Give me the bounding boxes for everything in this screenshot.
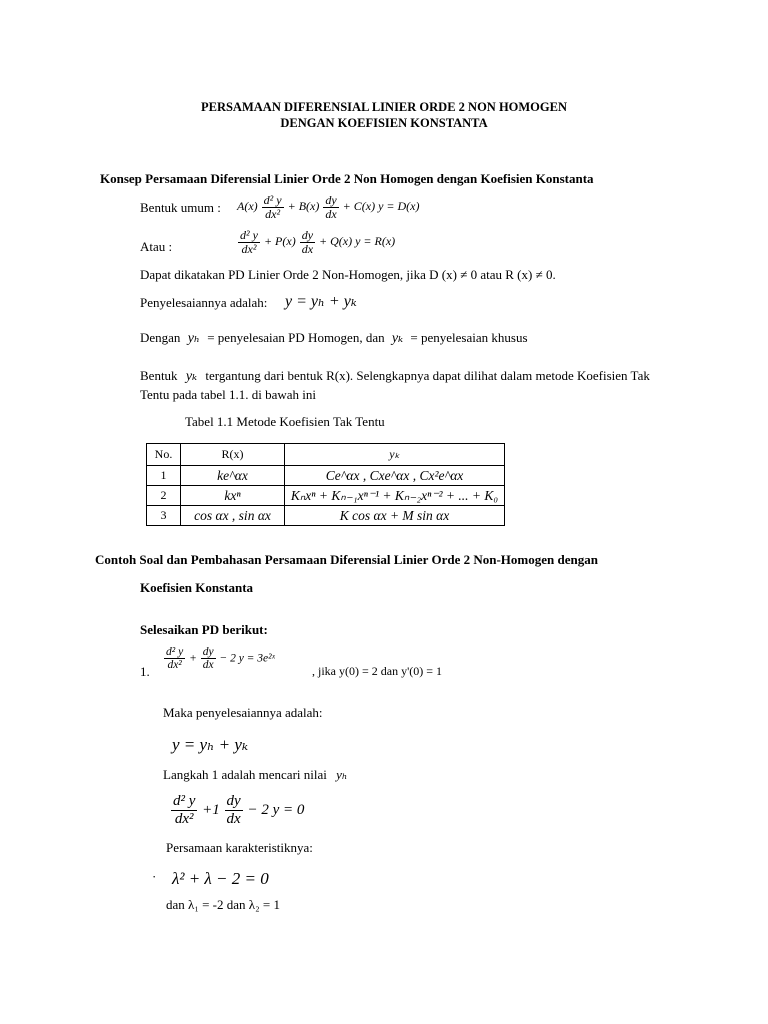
selesaikan-heading: Selesaikan PD berikut:	[140, 622, 268, 637]
table-cell-yk: Kₙxⁿ + Kₙ₋₁xⁿ⁻¹ + Kₙ₋₂xⁿ⁻² + ... + K₀	[285, 486, 505, 506]
karakteristik-text: Persamaan karakteristiknya:	[166, 840, 313, 855]
table-header-no: No.	[147, 444, 181, 466]
table-cell-yk: Ce^αx , Cxe^αx , Cx²e^αx	[285, 466, 505, 486]
problem-number: 1.	[140, 664, 150, 679]
problem-condition: , jika y(0) = 2 dan y'(0) = 1	[312, 664, 443, 678]
table-cell-yk: K cos αx + M sin αx	[285, 506, 505, 526]
table-row	[147, 506, 505, 526]
table-cell-no: 1	[147, 466, 181, 486]
maka-text: Maka penyelesaiannya adalah:	[163, 705, 323, 720]
bullet-dot: ·	[152, 869, 157, 884]
penyelesaian-label: Penyelesaiannya adalah:	[140, 295, 268, 310]
atau-label: Atau :	[140, 239, 173, 254]
table-cell-rx: ke^αx	[181, 466, 285, 486]
langkah-line: Langkah 1 adalah mencari nilai yₕ	[163, 767, 348, 782]
homogeneous-equation: $\frac{\text{d² y}}{\text{dx²}}$ +1 $\frac{dy}{dx}$ − 2 y = 0	[173, 793, 305, 827]
roots-text: dan λ₁ = -2 dan λ₂ = 1	[166, 897, 280, 912]
document-title-line1: PERSAMAAN DIFERENSIAL LINIER ORDE 2 NON HOMOGEN	[200, 100, 567, 114]
table-caption: Tabel 1.1 Metode Koefisien Tak Tentu	[185, 414, 385, 429]
table-header-row	[147, 444, 505, 466]
table-row	[147, 486, 505, 506]
bentuk-yk-line2: Tentu pada tabel 1.1. di bawah ini	[140, 387, 316, 402]
section1-heading: Konsep Persamaan Diferensial Linier Orde 2 Non Homogen dengan Koefisien Konstanta	[100, 171, 594, 186]
table-header-yk: yₖ	[285, 444, 505, 466]
table-cell-no: 2	[147, 486, 181, 506]
koefisien-table	[146, 443, 505, 526]
bentuk-umum-equation: A(x) $\frac{\text{d² y}}{\text{dx²}}$ + B(x) $\frac{dy}{dx}$ + C(x) y = D(x)	[237, 193, 420, 221]
section2-heading-line1: Contoh Soal dan Pembahasan Persamaan Diferensial Linier Orde 2 Non-Homogen dengan	[95, 552, 598, 567]
atau-equation: $\frac{\text{d² y}}{\text{dx²}}$ + P(x) $\frac{dy}{dx}$ + Q(x) y = R(x)	[240, 228, 396, 256]
bentuk-umum-label: Bentuk umum :	[140, 200, 221, 215]
table-cell-rx: kxⁿ	[181, 486, 285, 506]
dengan-line: Dengan yₕ = penyelesaian PD Homogen, dan yₖ = penyelesaian khusus	[140, 330, 528, 346]
document-title-line2: DENGAN KOEFISIEN KONSTANTA	[280, 116, 488, 130]
table-cell-no: 3	[147, 506, 181, 526]
table-row	[147, 466, 505, 486]
table-header-rx: R(x)	[181, 444, 285, 466]
problem-equation: $\frac{\text{d² y}}{\text{dx²}}$ + $\frac{dy}{dx}$ − 2 y = 3e²ˣ	[166, 646, 275, 672]
section2-heading-line2: Koefisien Konstanta	[140, 580, 254, 595]
karakteristik-equation: λ² + λ − 2 = 0	[172, 869, 269, 888]
solution-equation: y = yₕ + yₖ	[172, 735, 249, 754]
bentuk-yk-line1: Bentuk yₖ tergantung dari bentuk R(x). Selengkapnya dapat dilihat dalam metode Koefisien Tak	[140, 368, 650, 384]
penyelesaian-equation: y = yₕ + yₖ	[285, 293, 357, 310]
table-cell-rx: cos αx , sin αx	[181, 506, 285, 526]
non-homogen-condition-text: Dapat dikatakan PD Linier Orde 2 Non-Homogen, jika D (x) ≠ 0 atau R (x) ≠ 0.	[140, 267, 556, 282]
